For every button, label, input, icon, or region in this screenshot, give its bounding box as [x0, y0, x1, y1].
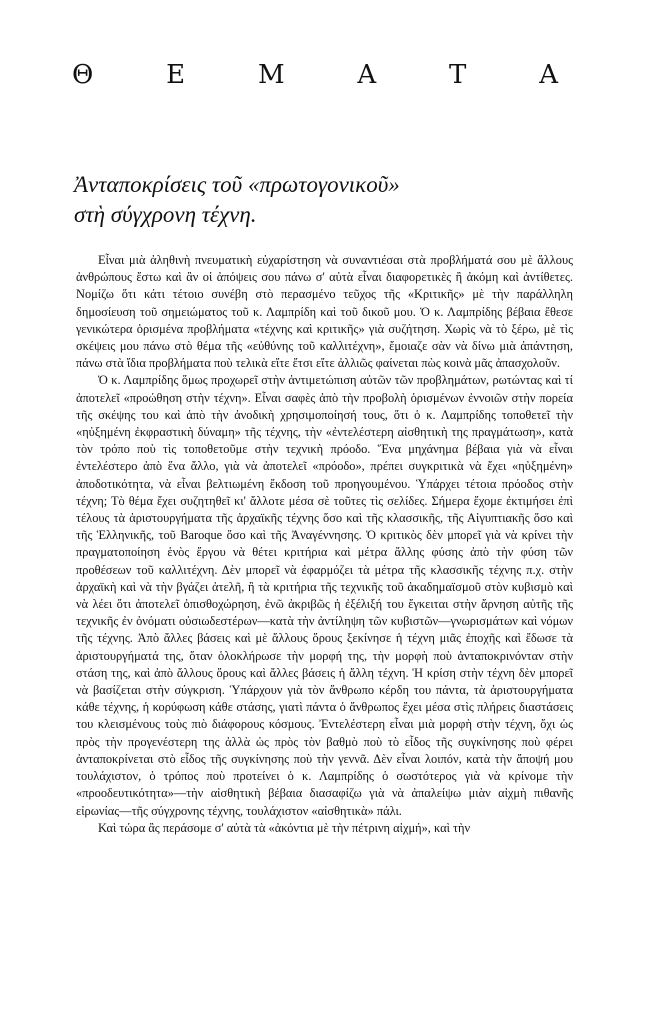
article-body: [76, 252, 573, 837]
paragraph: Ὁ κ. Λαμπρίδης ὅμως προχωρεῖ στὴν ἀντιμετώπιση αὐτῶν τῶν προβλημάτων, ρωτώντας καὶ τί ἀποτελεῖ «προώθηση στὴν τέχνη». Εἶναι σαφὲς ἀπὸ τὴν προβολὴ ὁρισμένων ἐννοιῶν στὴν πορεία τῆς σκέψης του καὶ ἀπὸ τὴν ἀνοδικὴ χρησιμοποίησή τους, ὅτι ὁ κ. Λαμπρίδης τοποθετεῖ τὴν «ηὐξημένη ἐκφραστικὴ δύναμη» τῆς τέχνης, τὴν «ἐντελέστερη αἰσθητικὴ της πραγμάτωση», κατὰ τὸν τρόπο ποὺ τὶς τοποθετοῦμε στὴν τεχνικὴ πρόοδο. Ἕνα μηχάνημα βέβαια γιὰ νὰ εἶναι ἐντελέστερο ἀπὸ ἕνα ἄλλο, γιὰ νὰ ἀποτελεῖ «πρόοδο», πρέπει συγκριτικὰ νὰ ἔχει «ηὐξημένη» ἀποδοτικότητα, νὰ εἶναι βελτιωμένη ἔκδοση τοῦ προηγουμένου. Ὑπάρχει τέτοια πρόοδος στὴν τέχνη; Τὸ θέμα ἔχει συζητηθεῖ κι' ἄλλοτε μέσα σὲ τοῦτες τὶς σελίδες. Σήμερα ἔχομε ἐκτιμήσει ἐπὶ τέλους τὰ ἀριστουργήματα τῆς ἀρχαϊκῆς τέχνης ὅσο καὶ τῆς κλασσικῆς, τῆς Αἰγυπτιακῆς ὅσο καὶ τῆς Ἑλληνικῆς, τοῦ Baroque ὅσο καὶ τῆς Ἀναγέννησης. Ὁ κριτικὸς δὲν μπορεῖ γιὰ νὰ κρίνει τὴν πραγματοποίηση ἑνὸς ἔργου νὰ θέτει κριτήρια καὶ μέτρα ἄλλης φύσης ἀπὸ τὴν φύση τῶν προθέσεων τοῦ καλλιτέχνη. Δὲν μπορεῖ νὰ ἐφαρμόζει τὰ μέτρα τῆς κλασσικῆς τέχνης π.χ. στὴν ἀρχαϊκὴ καὶ νὰ τὴν βγάζει ἀτελῆ, ἢ τὰ κριτήρια τῆς τεχνικῆς τοῦ ἀκαδημαϊσμοῦ στὸν κυβισμὸ καὶ νὰ λέει ὅτι ἀποτελεῖ ὀπισθοχώρηση, ἐνῶ ἀκριβῶς ἡ ἐξέλιξή του ἔγκειται στὴν ἄρνηση αὐτῆς τῆς τεχνικῆς ἐν ὀνόματι οὐσιωδεστέρων—κατὰ τὴν ἀντίληψη τῶν κυβιστῶν—γνωρισμάτων καὶ νόμων τῆς τέχνης. Ἀπὸ ἄλλες βάσεις καὶ μὲ ἄλλους ὅρους ξεκίνησε ἡ τέχνη μιᾶς ἐποχῆς καὶ ἔδωσε τὰ ἀριστουργήματά της, ὅταν ὁλοκλήρωσε τὴν μορφή της, τὴν μορφὴ ποὺ ἀνταποκρινόνταν στὴν στάση της, καὶ ἀπὸ ἄλλους ὅρους καὶ ἄλλες βάσεις ἡ ἄλλη τέχνη. Ἡ κρίση στὴν τέχνη δὲν μπορεῖ νὰ βασίζεται στὴν σύγκριση. Ὑπάρχουν γιὰ τὸν ἄνθρωπο κέρδη του πάντα, τὰ ἀριστουργήματα κάθε τέχνης, ἡ κορύφωση κάθε στάσης, γιατὶ πάντα ὁ ἄνθρωπος ἔχει μέσα στὶς πλήρεις διαστάσεις του κλεισμένους τοὺς πιὸ διάφορους κόσμους. Ἐντελέστερη εἶναι μιὰ μορφὴ στὴν τέχνη, ὄχι ὡς πρὸς τὴν προγενέστερη της ἀλλὰ ὡς πρὸς τὸν βαθμὸ ποὺ τὸ εἶδος τῆς συγκίνησης ποὺ φέρει ἀνταποκρίνεται στὸ εἶδος τῆς συγκίνησης ποὺ τὴν γεννᾶ. Δὲν εἶναι λοιπόν, κατὰ τὴν ἄποψή μου τουλάχιστον, ὁ τρόπος ποὺ προτείνει ὁ κ. Λαμπρίδης ὁ σωστότερος γιὰ νὰ κρίνομε τὴν «προοδευτικότητα»—τὴν αἰσθητικὴ βέβαια διασαφίζω γιὰ νὰ ἀπαλείψω μιὰν αἰχμὴ πιθανῆς εἰρωνίας—τῆς σύγχρονης τέχνης, τουλάχιστον «αἰσθητικὰ» πάλι.: [76, 373, 573, 818]
header-letter: Θ: [72, 60, 94, 90]
paragraph: Καὶ τώρα ἂς περάσομε σ' αὐτὰ τὰ «ἀκόντια μὲ τὴν πέτρινη αἰχμή», καὶ τὴν: [98, 820, 471, 835]
section-header: [72, 60, 558, 90]
header-letter: Α: [357, 60, 377, 90]
header-letter: Ε: [166, 60, 186, 90]
paragraph: Εἶναι μιὰ ἀληθινὴ πνευματικὴ εὐχαρίστηση νὰ συναντιέσαι στὰ προβλήματά σου μὲ ἄλλους ἀνθρώπους ἔστω καὶ ἂν οἱ ἀπόψεις σου πάνω σ' αὐτὰ εἶναι διαφορετικὲς ἢ ἀκόμη καὶ ἀντίθετες. Νομίζω ὅτι κάτι τέτοιο συνέβη στὸ περασμένο τεῦχος τῆς «Κριτικῆς» μὲ τὴν παράλληλη δημοσίευση τοῦ σημειώματος τοῦ κ. Λαμπρίδη καὶ τοῦ δικοῦ μου. Ὁ κ. Λαμπρίδης βέβαια ἔθεσε γενικώτερα ὁρισμένα προβλήματα «τέχνης καὶ κριτικῆς» γιὰ συζήτηση. Χωρὶς νὰ τὸ ξέρω, μὲ τὶς σκέψεις μου πάνω στὸ θέμα τῆς «εὐθύνης τοῦ καλλιτέχνη», ἔμοιαζε σὰν νὰ δίνω μιὰ ἀπάντηση, πάνω στὰ ἴδια προβλήματα ποὺ τελικὰ εἴτε ἔτσι εἴτε ἀλλιῶς φαίνεται πὼς κοινὰ μᾶς ἀπασχολοῦν.: [76, 253, 573, 371]
header-letter: Τ: [449, 60, 467, 90]
article-title-line-1: Ἀνταποκρίσεις τοῦ «πρωτογονικοῦ»: [74, 172, 400, 197]
header-letter: Μ: [257, 60, 285, 90]
header-letter: Α: [539, 60, 558, 90]
article-title: [74, 170, 594, 230]
article-title-line-2: στὴ σύγχρονη τέχνη.: [74, 202, 257, 227]
